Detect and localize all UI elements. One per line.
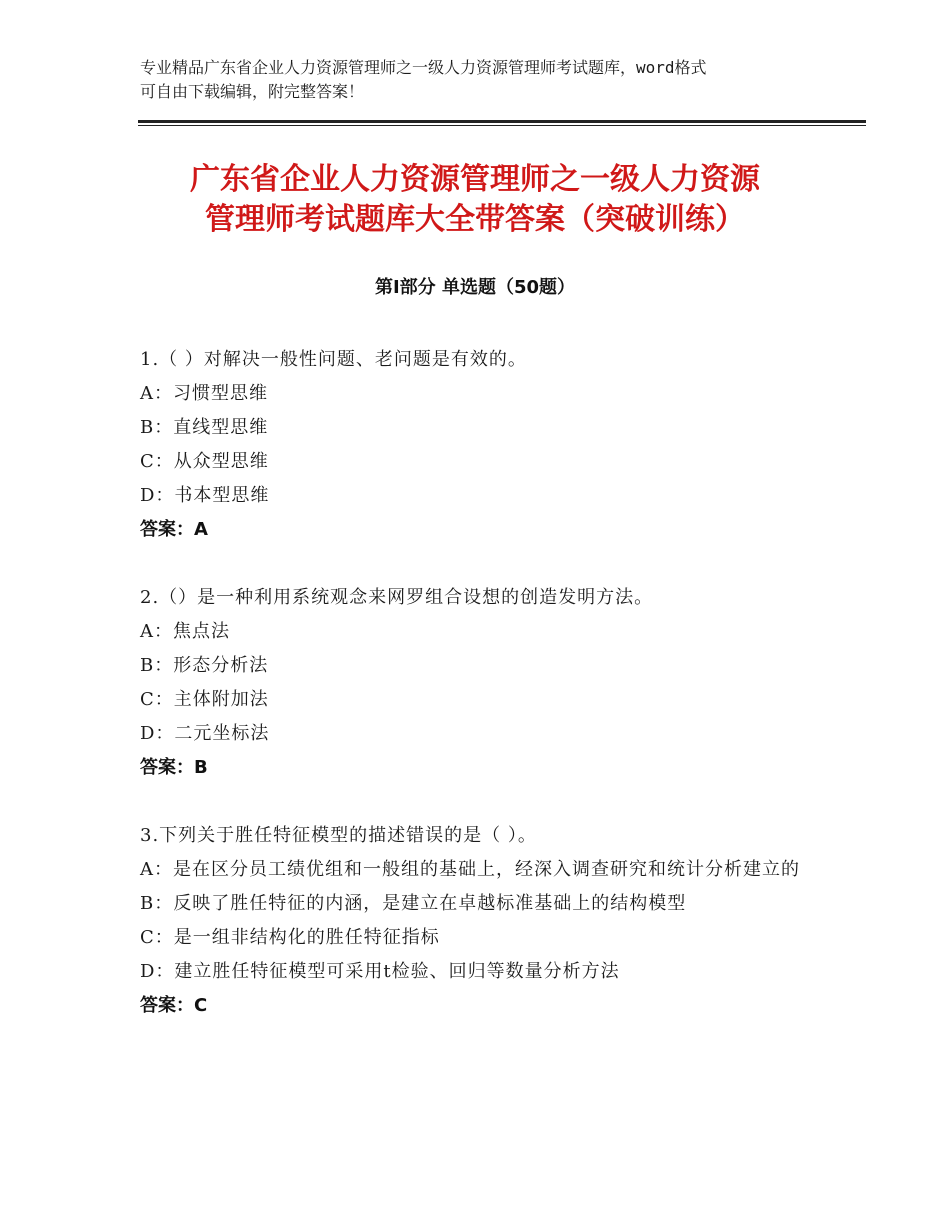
option-c: C：是一组非结构化的胜任特征指标 bbox=[140, 927, 440, 948]
header-rule-thin bbox=[138, 125, 866, 126]
section-title: 第Ⅰ部分 单选题（50题） bbox=[374, 277, 575, 298]
answer-label: 答案：C bbox=[140, 995, 208, 1016]
header-note-line-1: 专业精品广东省企业人力资源管理师之一级人力资源管理师考试题库，word格式 bbox=[140, 58, 707, 77]
question-2 bbox=[140, 581, 810, 785]
option-b: B：直线型思维 bbox=[140, 417, 269, 438]
option-b: B：形态分析法 bbox=[140, 655, 269, 676]
option-d: D：建立胜任特征模型可采用t检验、回归等数量分析方法 bbox=[140, 961, 620, 982]
option-a: A：习惯型思维 bbox=[140, 383, 268, 404]
option-d: D：书本型思维 bbox=[140, 485, 270, 506]
document-title-line-2: 管理师考试题库大全带答案（突破训练） bbox=[205, 202, 745, 237]
header-note bbox=[140, 56, 820, 104]
option-a: A：是在区分员工绩优组和一般组的基础上，经深入调查研究和统计分析建立的 bbox=[140, 859, 800, 880]
header-note-line-2: 可自由下载编辑，附完整答案！ bbox=[140, 82, 365, 101]
option-b: B：反映了胜任特征的内涵，是建立在卓越标准基础上的结构模型 bbox=[140, 893, 687, 914]
question-1 bbox=[140, 343, 810, 547]
option-d: D：二元坐标法 bbox=[140, 723, 270, 744]
document-title bbox=[100, 160, 850, 240]
document-title-line-1: 广东省企业人力资源管理师之一级人力资源 bbox=[190, 162, 760, 197]
question-stem: 2.（）是一种利用系统观念来网罗组合设想的创造发明方法。 bbox=[140, 587, 654, 608]
question-stem: 3.下列关于胜任特征模型的描述错误的是（ ）。 bbox=[140, 825, 537, 846]
option-a: A：焦点法 bbox=[140, 621, 230, 642]
header-rule-thick bbox=[138, 120, 866, 123]
answer-label: 答案：B bbox=[140, 757, 208, 778]
option-c: C：主体附加法 bbox=[140, 689, 269, 710]
question-stem: 1.（ ）对解决一般性问题、老问题是有效的。 bbox=[140, 349, 527, 370]
question-list bbox=[140, 343, 810, 1057]
answer-label: 答案：A bbox=[140, 519, 208, 540]
option-c: C：从众型思维 bbox=[140, 451, 269, 472]
question-3 bbox=[140, 819, 810, 1023]
